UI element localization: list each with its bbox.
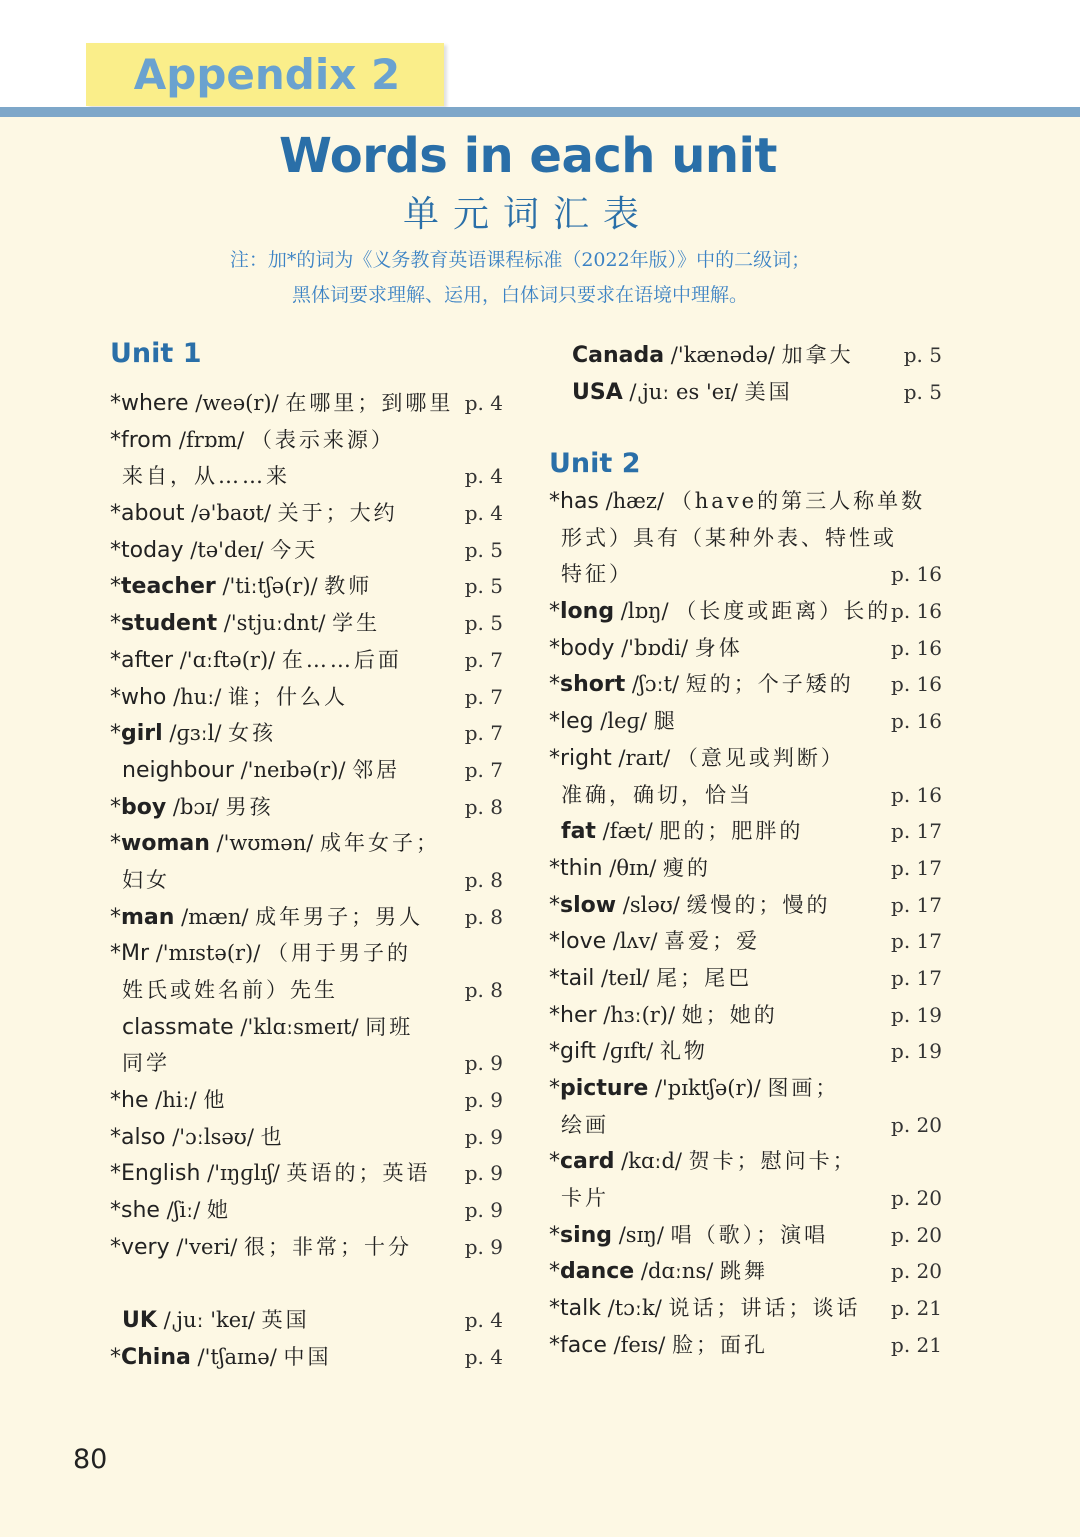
headword: her	[560, 1002, 597, 1028]
phonetic: /ʃiː/	[159, 1198, 207, 1223]
phonetic: /lʌv/	[606, 929, 665, 954]
word-entry	[549, 521, 942, 558]
star-marker: *	[549, 672, 560, 698]
page-ref: p. 4	[464, 391, 503, 415]
word-entry	[549, 1034, 942, 1071]
headword: tail	[560, 965, 595, 991]
word-entry	[549, 1181, 942, 1218]
meaning: 学生	[332, 611, 381, 636]
meaning: 很；非常；十分	[243, 1234, 412, 1259]
star-marker: *	[110, 1088, 121, 1114]
meaning: 男孩	[225, 794, 274, 819]
page-ref: p. 7	[464, 684, 503, 709]
page-ref: p. 9	[464, 1051, 503, 1076]
meaning: 短的；个子矮的	[685, 672, 854, 697]
phonetic: /fæt/	[595, 819, 660, 844]
star-marker: *	[549, 1296, 560, 1322]
phonetic: /ə'baʊt/	[184, 501, 278, 526]
word-entry	[549, 924, 942, 961]
phonetic: /'mɪstə(r)/	[149, 941, 268, 966]
page-ref: p. 17	[891, 819, 942, 844]
word-entry	[110, 1083, 503, 1120]
word-entry	[560, 375, 942, 412]
word-entry	[110, 1046, 503, 1083]
page-ref: p. 7	[464, 721, 503, 746]
star-marker: *	[110, 574, 121, 600]
word-entry	[110, 716, 503, 753]
phonetic: /'veri/	[169, 1234, 244, 1259]
meaning: 姓氏或姓名前）先生	[122, 978, 338, 1002]
headword: body	[560, 635, 615, 661]
page-ref: p. 4	[464, 1308, 503, 1333]
word-entry	[110, 1303, 503, 1340]
page-number: 80	[73, 1444, 108, 1475]
phonetic: /sləʊ/	[616, 892, 687, 917]
headword: also	[121, 1124, 166, 1150]
page-ref: p. 8	[464, 867, 503, 892]
headword: picture	[560, 1076, 649, 1101]
phonetic: /ʃɔːt/	[625, 672, 686, 697]
word-entry	[110, 1340, 503, 1377]
star-marker: *	[549, 1259, 560, 1285]
appendix-label: Appendix 2	[133, 50, 401, 99]
star-marker: *	[110, 501, 121, 527]
star-marker: *	[110, 1124, 121, 1150]
star-marker: *	[549, 1039, 560, 1065]
phonetic: /'bɒdi/	[614, 635, 695, 660]
word-entry	[549, 1218, 942, 1255]
headword: China	[121, 1344, 191, 1370]
page-ref: p. 9	[464, 1088, 503, 1113]
phonetic: /weə(r)/	[188, 391, 286, 415]
note-line-2: 黑体词要求理解、运用，白体词只要求在语境中理解。	[291, 284, 748, 306]
headword: woman	[121, 831, 210, 857]
meaning: 脸；面孔	[672, 1332, 769, 1357]
word-entry	[549, 1254, 942, 1291]
headword: USA	[572, 379, 623, 405]
headword: teacher	[121, 574, 216, 600]
headword: card	[560, 1149, 615, 1175]
page-ref: p. 19	[891, 1002, 942, 1027]
meaning: 礼物	[659, 1039, 708, 1064]
page-ref: p. 17	[891, 929, 942, 954]
headword: gift	[560, 1039, 597, 1065]
headword: girl	[121, 721, 163, 747]
meaning: 谁；什么人	[228, 684, 349, 709]
word-entry	[549, 888, 942, 925]
word-entry	[110, 900, 503, 937]
star-marker: *	[110, 1344, 121, 1370]
word-entry	[549, 1108, 942, 1145]
page-ref: p. 16	[891, 562, 942, 587]
meaning: 成年女子；	[320, 831, 441, 856]
phonetic: /ɡɜːl/	[162, 721, 229, 746]
headword: she	[121, 1198, 160, 1224]
word-entry	[110, 973, 503, 1010]
page-ref: p. 7	[464, 647, 503, 672]
page-ref: p. 9	[464, 1198, 503, 1223]
phonetic: /'neɪbə(r)/	[233, 757, 353, 782]
word-entry	[549, 594, 942, 631]
meaning: 跳舞	[719, 1259, 768, 1284]
meaning: 今天	[270, 537, 319, 562]
word-entry	[110, 643, 503, 680]
meaning: 同班	[365, 1014, 414, 1039]
page-ref: p. 17	[891, 965, 942, 990]
headword: about	[121, 501, 185, 527]
word-entry	[549, 998, 942, 1035]
word-entry	[110, 423, 503, 460]
word-entry	[110, 790, 503, 827]
phonetic: /ˌjuː es 'eɪ/	[622, 379, 745, 404]
word-entry	[549, 1291, 942, 1328]
phonetic: /tɔːk/	[600, 1296, 669, 1321]
star-marker: *	[549, 1149, 560, 1175]
page-ref: p. 5	[903, 379, 942, 404]
meaning: 特征）	[561, 562, 633, 587]
page-ref: p. 9	[464, 1124, 503, 1149]
meaning: 英国	[261, 1308, 310, 1333]
phonetic: /'wʊmən/	[209, 831, 321, 856]
page-ref: p. 4	[464, 1344, 503, 1369]
unit-1-heading: Unit 1	[110, 338, 202, 369]
headword: from	[121, 427, 173, 453]
word-entry	[110, 1120, 503, 1157]
phonetic: /'ɪŋɡlɪʃ/	[200, 1161, 287, 1186]
star-marker: *	[549, 1222, 560, 1248]
phonetic: /tə'deɪ/	[183, 537, 271, 562]
page-ref: p. 21	[891, 1332, 942, 1357]
word-entry	[110, 1156, 503, 1193]
headword: fat	[561, 819, 596, 845]
headword: talk	[560, 1296, 601, 1322]
star-marker: *	[549, 489, 560, 514]
meaning: 教师	[324, 574, 373, 599]
word-entry	[110, 680, 503, 717]
star-marker: *	[110, 831, 121, 857]
word-entry	[110, 1230, 503, 1267]
headword: English	[121, 1161, 201, 1187]
star-marker: *	[549, 1076, 560, 1101]
page-ref: p. 5	[903, 343, 942, 367]
page-ref: p. 8	[464, 904, 503, 929]
page-ref: p. 4	[464, 464, 503, 489]
star-marker: *	[549, 1332, 560, 1358]
unit-2-list	[549, 484, 942, 1365]
word-entry	[110, 496, 503, 533]
star-marker: *	[549, 599, 560, 625]
star-marker: *	[110, 611, 121, 637]
page-ref: p. 20	[891, 1186, 942, 1211]
page-ref: p. 9	[464, 1234, 503, 1259]
word-entry	[110, 386, 503, 423]
star-marker: *	[110, 794, 121, 820]
word-entry	[549, 1328, 942, 1365]
meaning: 身体	[694, 635, 743, 660]
meaning: 唱（歌）；演唱	[670, 1222, 829, 1247]
page-ref: p. 5	[464, 574, 503, 599]
star-marker: *	[110, 684, 121, 710]
headword: dance	[560, 1259, 635, 1285]
phonetic: /ˌjuː 'keɪ/	[156, 1308, 262, 1333]
meaning: 图画；	[767, 1076, 840, 1100]
headword: today	[121, 537, 184, 563]
headword: slow	[560, 892, 617, 918]
phonetic: /mæn/	[174, 904, 256, 929]
meaning: 他	[203, 1088, 228, 1113]
headword: boy	[121, 794, 167, 820]
word-entry	[549, 631, 942, 668]
meaning: 贺卡；慰问卡；	[688, 1149, 857, 1174]
headword: classmate	[122, 1014, 234, 1040]
word-entry	[110, 569, 503, 606]
word-entry	[549, 704, 942, 741]
phonetic: /'tiːtʃə(r)/	[215, 574, 325, 599]
headword: who	[121, 684, 167, 710]
phonetic: /lɒŋ/	[614, 599, 676, 624]
page-ref: p. 20	[891, 1259, 942, 1284]
page-ref: p. 5	[464, 537, 503, 562]
phonetic: /feɪs/	[606, 1332, 673, 1357]
phonetic: /dɑːns/	[634, 1259, 720, 1284]
headword: man	[121, 904, 175, 930]
meaning: 准确，确切，恰当	[561, 782, 753, 807]
meaning: 说话；讲话；谈话	[668, 1296, 861, 1321]
word-entry	[110, 826, 503, 863]
headword: love	[560, 929, 607, 955]
word-entry	[560, 338, 942, 375]
page-subtitle: 单元词汇表	[402, 194, 653, 235]
page-ref: p. 9	[464, 1161, 503, 1186]
meaning: 她；她的	[681, 1002, 778, 1027]
meaning: （意见或判断）	[676, 745, 845, 770]
headword: very	[121, 1234, 170, 1260]
phonetic: /kɑːd/	[614, 1149, 689, 1174]
star-marker: *	[549, 709, 560, 735]
headword: UK	[122, 1308, 157, 1334]
page-ref: p. 5	[464, 611, 503, 636]
word-entry	[110, 936, 503, 973]
meaning: 形式）具有（某种外表、特性或	[561, 525, 897, 550]
page-ref: p. 16	[891, 782, 942, 807]
star-marker: *	[549, 965, 560, 991]
meaning: 加拿大	[781, 343, 854, 367]
meaning: 同学	[122, 1051, 170, 1076]
phonetic: /ɡɪft/	[596, 1039, 660, 1064]
phonetic: /frɒm/	[172, 427, 251, 452]
word-entry	[110, 606, 503, 643]
word-entry	[110, 1193, 503, 1230]
page-ref: p. 16	[891, 635, 942, 660]
word-entry	[110, 863, 503, 900]
phonetic: /'ɑːftə(r)/	[173, 647, 282, 672]
phonetic: /'stjuːdnt/	[217, 611, 333, 636]
appendix-tab	[86, 43, 444, 106]
unit-1-list	[110, 386, 503, 1377]
page-ref: p. 16	[891, 709, 942, 734]
phonetic: /'klɑːsmeɪt/	[233, 1014, 366, 1039]
meaning: （长度或距离）长的	[675, 599, 892, 624]
word-entry	[110, 459, 503, 496]
phonetic: /bɔɪ/	[166, 794, 226, 819]
page-title: Words in each unit	[279, 128, 777, 184]
word-entry	[110, 1010, 503, 1047]
star-marker: *	[549, 929, 560, 955]
phonetic: /teɪl/	[594, 965, 657, 990]
headword: face	[560, 1332, 607, 1358]
word-entry	[549, 851, 942, 888]
word-entry	[549, 1071, 942, 1108]
meaning: 也	[260, 1124, 285, 1149]
meaning: 瘦的	[663, 855, 712, 880]
phonetic: /hɜː(r)/	[596, 1002, 682, 1027]
headword: after	[121, 647, 174, 673]
star-marker: *	[549, 855, 560, 881]
meaning: 邻居	[352, 757, 401, 782]
headword: right	[560, 745, 612, 771]
meaning: 尾；尾巴	[656, 965, 753, 990]
unit-1-extra-list	[560, 338, 942, 411]
meaning: （表示来源）	[250, 427, 395, 452]
word-entry	[549, 778, 942, 815]
page-ref: p. 16	[891, 672, 942, 697]
phonetic: /sɪŋ/	[612, 1222, 671, 1247]
page-ref: p. 8	[464, 794, 503, 819]
meaning: 英语的；英语	[286, 1161, 431, 1186]
spacer	[110, 1267, 503, 1304]
meaning: 女孩	[228, 721, 277, 746]
page-ref: p. 16	[891, 599, 942, 624]
star-marker: *	[110, 647, 121, 673]
meaning: 卡片	[561, 1186, 609, 1211]
page-ref: p. 19	[891, 1039, 942, 1064]
headword: neighbour	[122, 757, 234, 783]
phonetic: /'pɪktʃə(r)/	[648, 1076, 768, 1100]
meaning: 妇女	[122, 867, 170, 892]
headword: sing	[560, 1222, 613, 1248]
headword: Mr	[121, 941, 150, 967]
word-entry	[549, 961, 942, 998]
star-marker: *	[110, 537, 121, 563]
word-entry	[110, 533, 503, 570]
meaning: 喜爱；爱	[664, 929, 761, 954]
headword: long	[560, 599, 615, 625]
page-ref: p. 8	[464, 978, 503, 1002]
meaning: 在哪里；到哪里	[285, 391, 454, 415]
meaning: 腿	[653, 709, 678, 734]
star-marker: *	[549, 892, 560, 918]
phonetic: /leɡ/	[593, 709, 654, 734]
page-ref: p. 21	[891, 1296, 942, 1321]
phonetic: /hiː/	[148, 1088, 204, 1113]
meaning: 来自，从……来	[122, 464, 290, 489]
star-marker: *	[549, 745, 560, 771]
headword: leg	[560, 709, 594, 735]
phonetic: /'ɔːlsəʊ/	[165, 1124, 261, 1149]
page-ref: p. 20	[891, 1112, 942, 1137]
meaning: 中国	[283, 1344, 332, 1369]
star-marker: *	[110, 904, 121, 930]
word-entry	[549, 557, 942, 594]
page-ref: p. 17	[891, 892, 942, 917]
word-entry	[549, 741, 942, 778]
phonetic: /'kænədə/	[664, 343, 782, 367]
phonetic: /huː/	[166, 684, 229, 709]
word-entry	[549, 1144, 942, 1181]
meaning: 缓慢的；慢的	[686, 892, 831, 917]
headword: student	[121, 611, 218, 637]
header-rule	[0, 107, 1080, 117]
star-marker: *	[110, 721, 121, 747]
word-entry	[549, 667, 942, 704]
page-ref: p. 4	[464, 501, 503, 526]
word-entry	[549, 484, 942, 521]
page-ref: p. 7	[464, 757, 503, 782]
phonetic: /θɪn/	[602, 855, 664, 880]
phonetic: /hæz/	[598, 489, 671, 513]
meaning: 成年男子；男人	[255, 904, 424, 929]
star-marker: *	[110, 1234, 121, 1260]
headword: short	[560, 672, 626, 698]
page-ref: p. 17	[891, 855, 942, 880]
star-marker: *	[110, 941, 121, 967]
headword: he	[121, 1088, 149, 1114]
page-ref: p. 20	[891, 1222, 942, 1247]
headword: Canada	[572, 343, 665, 368]
meaning: 她	[206, 1198, 231, 1223]
star-marker: *	[110, 427, 121, 453]
star-marker: *	[110, 1198, 121, 1224]
word-entry	[549, 814, 942, 851]
note-line-1: 注：加*的词为《义务教育英语课程标准（2022年版）》中的二级词；	[229, 249, 811, 271]
headword: where	[121, 391, 189, 416]
meaning: 在……后面	[281, 647, 402, 672]
meaning: 肥的；肥胖的	[659, 819, 804, 844]
headword: has	[560, 489, 599, 514]
meaning: （用于男子的	[267, 941, 412, 966]
headword: thin	[560, 855, 603, 881]
star-marker: *	[549, 1002, 560, 1028]
star-marker: *	[110, 391, 121, 416]
star-marker: *	[549, 635, 560, 661]
phonetic: /raɪt/	[611, 745, 677, 770]
meaning: 绘画	[561, 1112, 609, 1137]
phonetic: /'tʃaɪnə/	[190, 1344, 284, 1369]
meaning: 美国	[744, 379, 793, 404]
star-marker: *	[110, 1161, 121, 1187]
meaning: （have的第三人称单数	[670, 489, 926, 513]
meaning: 关于；大约	[277, 501, 398, 526]
word-entry	[110, 753, 503, 790]
unit-2-heading: Unit 2	[549, 448, 641, 479]
